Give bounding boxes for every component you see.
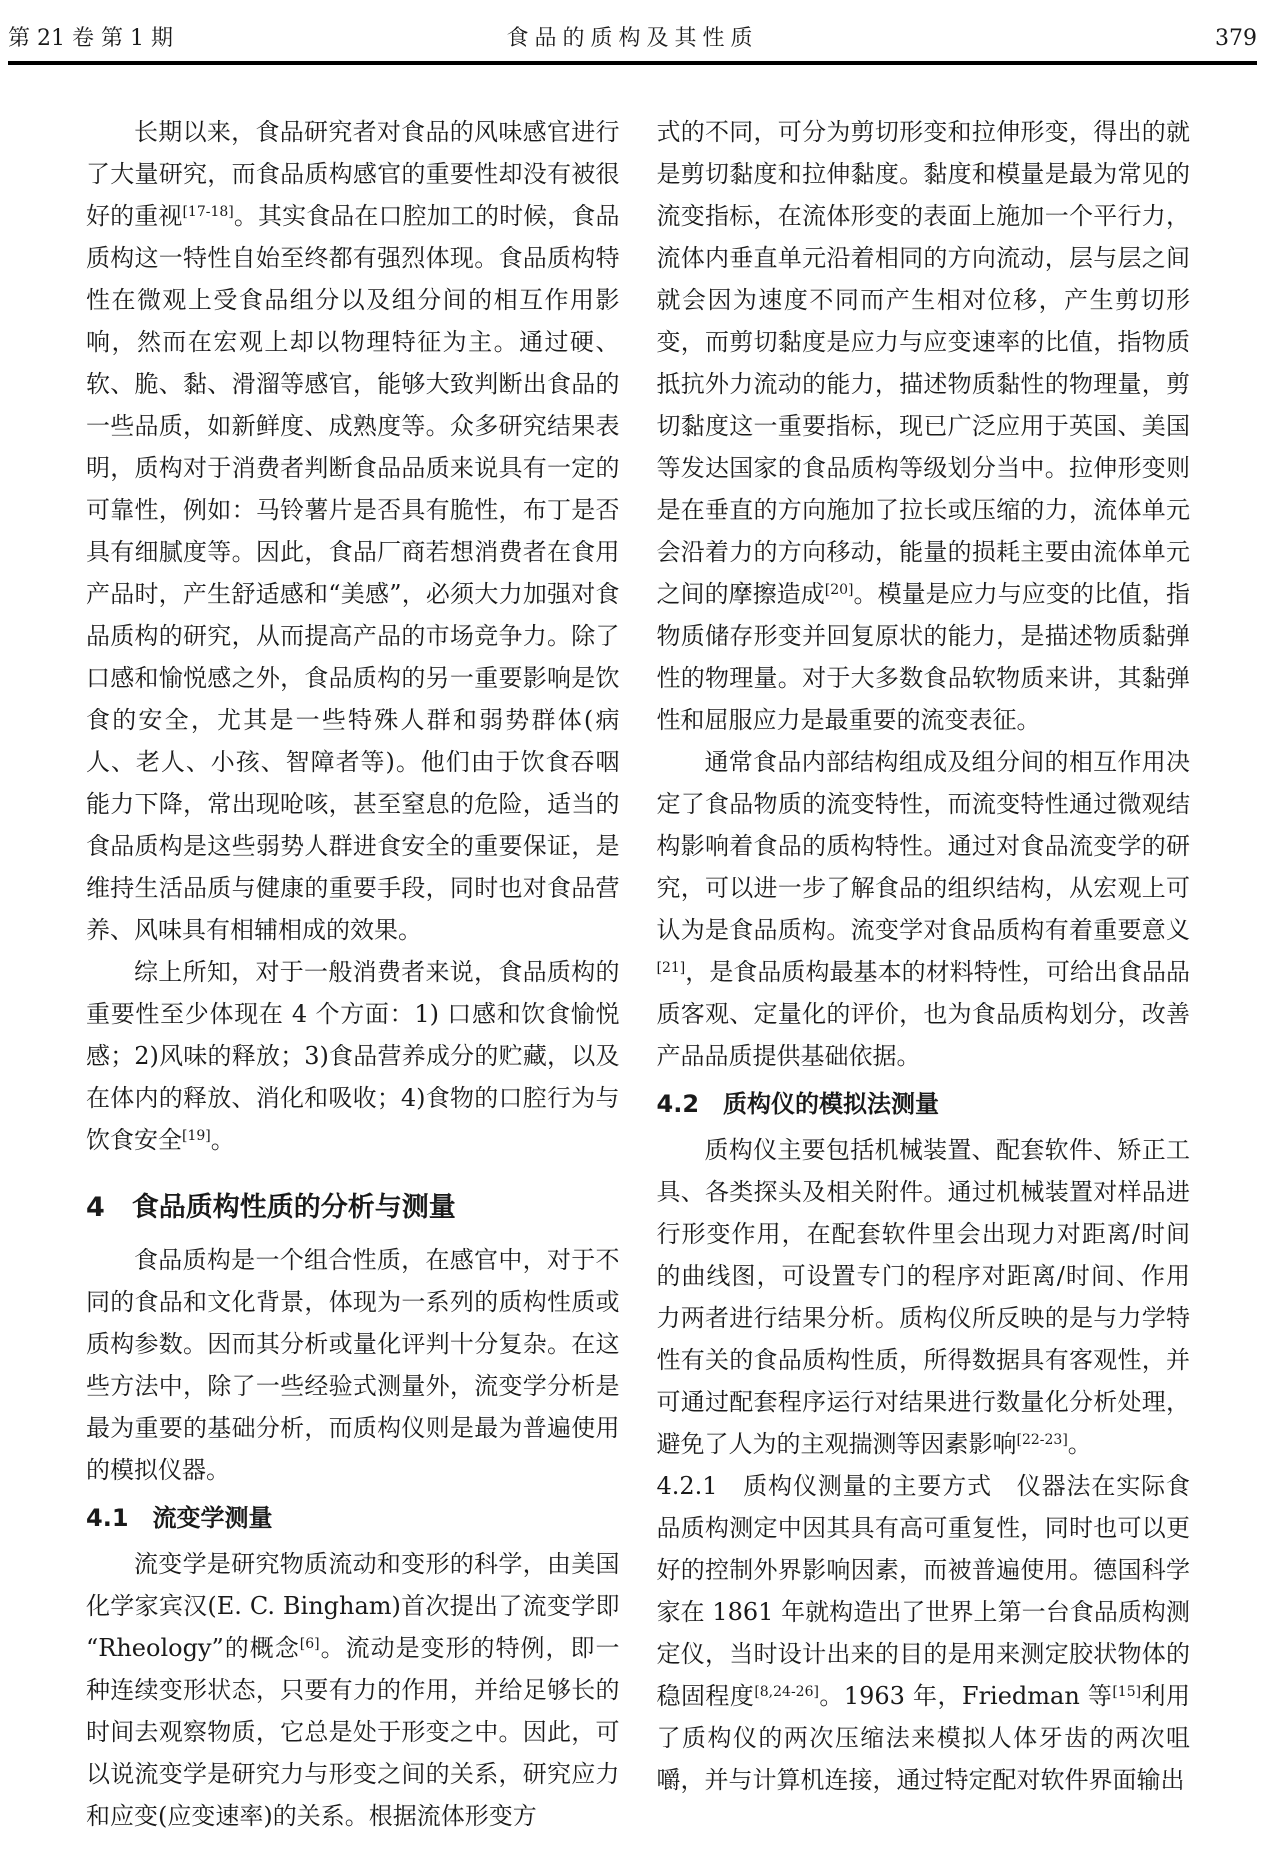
running-header [8,24,1257,54]
paragraph: 食品质构是一个组合性质，在感官中，对于不同的食品和文化背景，体现为一系列的质构性质或质构参数。因而其分析或量化评判十分复杂。在这些方法中，除了一些经验式测量外，流变学分析是最为重要的基础分析，而质构仪则是最为普遍使用的模拟仪器。 [86,1246,620,1484]
citation-ref: [6] [299,1636,320,1652]
paragraph: 质构仪主要包括机械装置、配套软件、矫正工具、各类探头及相关附件。通过机械装置对样品进行形变作用，在配套软件里会出现力对距离/时间的曲线图，可设置专门的程序对距离/时间、作用力两者进行结果分析。质构仪所反映的是与力学特性有关的食品质构性质，所得数据具有客观性，并可通过配套程序运行对结果进行数量化分析处理，避免了人为的主观揣测等因素影响[22-23]。 [656,1136,1190,1458]
section-heading: 4 食品质构性质的分析与测量 [86,1192,456,1223]
paragraph: 通常食品内部结构组成及组分间的相互作用决定了食品物质的流变特性，而流变特性通过微观结构影响着食品的质构特性。通过对食品流变学的研究，可以进一步了解食品的组织结构，从宏观上可认为是食品质构。流变学对食品质构有着重要意义[21]，是食品质构最基本的材料特性，可给出食品品质客观、定量化的评价，也为食品质构划分，改善产品品质提供基础依据。 [656,748,1190,1070]
citation-ref: [8,24-26] [754,1684,819,1700]
citation-ref: [20] [824,582,854,598]
section-heading: 4.1 流变学测量 [86,1504,273,1532]
section-heading: 4.2 质构仪的模拟法测量 [656,1090,940,1118]
page-header-area [8,24,1257,65]
paragraph: 4.2.1 质构仪测量的主要方式 仪器法在实际食品质构测定中因其具有高可重复性，同时也可以更好的控制外界影响因素，而被普遍使用。德国科学家在 1861 年就构造出了世界上第一台食品质构测定仪，当时设计出来的目的是用来测定胶状物体的稳固程度[8,24-26]。1963 年，Friedman 等[15]利用了质构仪的两次压缩法来模拟人体牙齿的两次咀嚼，并与计算机连接，通过特定配对软件界面输出 [656,1472,1190,1794]
two-column-body [86,111,1190,1837]
paragraph: 流变学是研究物质流动和变形的科学，由美国化学家宾汉(E. C. Bingham)首次提出了流变学即“Rheology”的概念[6]。流动是变形的特例，即一种连续变形状态，只要有力的作用，并给足够长的时间去观察物质，它总是处于形变之中。因此，可以说流变学是研究力与形变之间的关系，研究应力和应变(应变速率)的关系。根据流体形变方 [86,1550,620,1830]
citation-ref: [17-18] [182,204,234,220]
running-title: 食品的质构及其性质 [506,26,759,51]
right-column [657,111,1191,1837]
citation-ref: [19] [182,1128,211,1144]
page-number: 379 [1215,26,1257,51]
citation-ref: [15] [1112,1684,1142,1700]
volume-issue-label: 第 21 卷 第 1 期 [8,26,173,51]
paragraph: 综上所知，对于一般消费者来说，食品质构的重要性至少体现在 4 个方面：1) 口感和饮食愉悦感；2)风味的释放；3)食品营养成分的贮藏，以及在体内的释放、消化和吸收；4)食物的口腔行为与饮食安全[19]。 [86,958,620,1154]
header-rule [8,61,1257,65]
paragraph: 长期以来，食品研究者对食品的风味感官进行了大量研究，而食品质构感官的重要性却没有被很好的重视[17-18]。其实食品在口腔加工的时候，食品质构这一特性自始至终都有强烈体现。食品质构特性在微观上受食品组分以及组分间的相互作用影响，然而在宏观上却以物理特征为主。通过硬、软、脆、黏、滑溜等感官，能够大致判断出食品的一些品质，如新鲜度、成熟度等。众多研究结果表明，质构对于消费者判断食品品质来说具有一定的可靠性，例如：马铃薯片是否具有脆性，布丁是否具有细腻度等。因此，食品厂商若想消费者在食用产品时，产生舒适感和“美感”，必须大力加强对食品质构的研究，从而提高产品的市场竞争力。除了口感和愉悦感之外，食品质构的另一重要影响是饮食的安全，尤其是一些特殊人群和弱势群体(病人、老人、小孩、智障者等)。他们由于饮食吞咽能力下降，常出现呛咳，甚至窒息的危险，适当的食品质构是这些弱势人群进食安全的重要保证，是维持生活品质与健康的重要手段，同时也对食品营养、风味具有相辅相成的效果。 [86,118,620,944]
citation-ref: [22-23] [1016,1432,1068,1448]
citation-ref: [21] [656,960,686,976]
left-column [86,111,620,1837]
paragraph: 式的不同，可分为剪切形变和拉伸形变，得出的就是剪切黏度和拉伸黏度。黏度和模量是最为常见的流变指标，在流体形变的表面上施加一个平行力，流体内垂直单元沿着相同的方向流动，层与层之间就会因为速度不同而产生相对位移，产生剪切形变，而剪切黏度是应力与应变速率的比值，指物质抵抗外力流动的能力，描述物质黏性的物理量，剪切黏度这一重要指标，现已广泛应用于英国、美国等发达国家的食品质构等级划分当中。拉伸形变则是在垂直的方向施加了拉长或压缩的力，流体单元会沿着力的方向移动，能量的损耗主要由流体单元之间的摩擦造成[20]。模量是应力与应变的比值，指物质储存形变并回复原状的能力，是描述物质黏弹性的物理量。对于大多数食品软物质来讲，其黏弹性和屈服应力是最重要的流变表征。 [656,118,1190,734]
